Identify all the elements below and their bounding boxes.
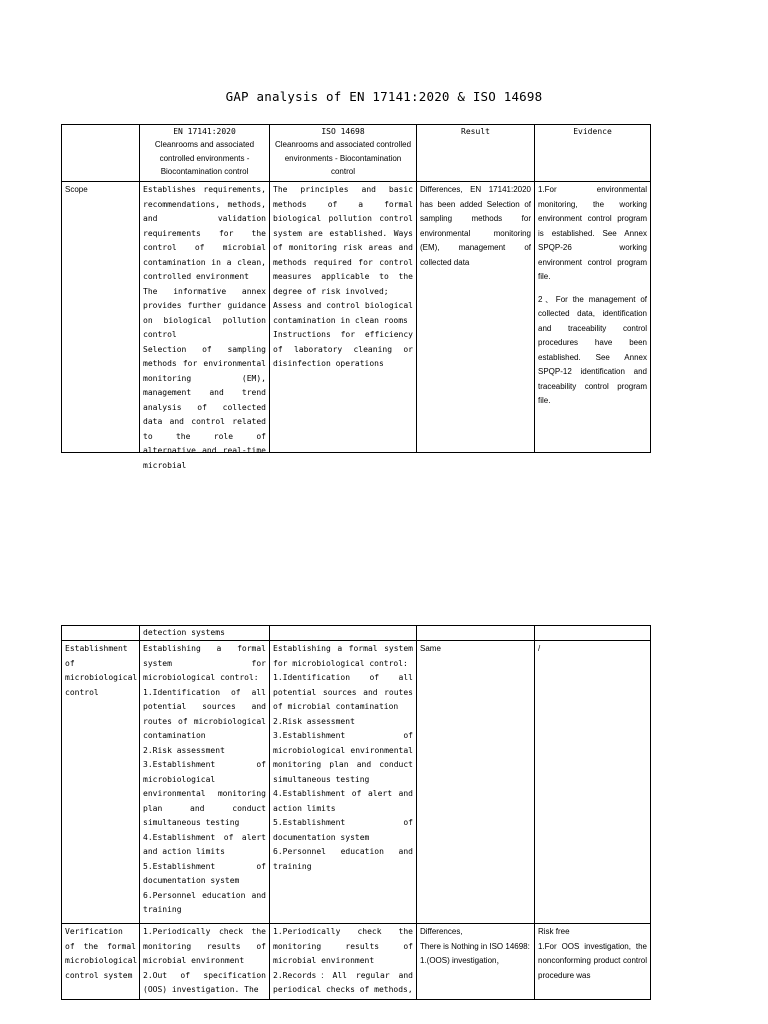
continuation-iso-cell [270, 626, 417, 641]
header-empty-cell [62, 125, 140, 182]
scope-en-cell [140, 182, 270, 470]
establishment-label: Establishment of microbiological control [65, 644, 138, 697]
continuation-row [62, 626, 651, 641]
continuation-en-cell [140, 626, 270, 641]
verification-label-cell [62, 924, 140, 1000]
header-en-cell [140, 125, 270, 182]
scope-label-cell [62, 182, 140, 453]
verification-row [62, 924, 651, 1000]
verification-iso-text: 1.Periodically check the monitoring results of microbial environment 2.Records：All regular and periodical checks of methods, [273, 927, 413, 994]
header-iso-code: ISO 14698 [321, 127, 365, 136]
scope-result-cell [417, 182, 535, 453]
scope-evidence-1: 1.For environmental monitoring, the working environment control program is established. See Annex SPQP-26 working environment control program file. [538, 185, 647, 281]
document-title: GAP analysis of EN 17141:2020 & ISO 14698 [225, 89, 543, 104]
continuation-en-text: detection systems [143, 628, 225, 637]
verification-label: Verification of the formal microbiological control system [65, 927, 138, 980]
verification-iso-cell [270, 924, 417, 1000]
verification-result-text: Differences, There is Nothing in ISO 14698: 1.(OOS) investigation， [420, 927, 530, 965]
establishment-result-text: Same [420, 644, 441, 653]
establishment-iso-text: Establishing a formal system for microbiological control: 1.Identification of all potential sources and routes of microbial contamination 2.Risk assessment 3.Establishment of microbiological environmental monitoring plan and conduct simultaneous testing 4.Establishment of alert and action limits 5.Establishment of documentation system 6.Personnel education and training [273, 644, 413, 871]
continuation-result-cell [417, 626, 535, 641]
header-row [62, 125, 651, 182]
establishment-iso-cell [270, 641, 417, 924]
scope-evidence-2: 2、For the management of collected data, identification and traceability control procedures have been established. See Annex SPQP-12 identification and traceability control program file. [538, 294, 647, 405]
scope-evidence-cell [535, 182, 651, 453]
establishment-en-cell [140, 641, 270, 924]
scope-iso-text: The principles and basic methods of a formal biological pollution control system are established. Ways of monitoring risk areas and methods required for control measures applicable to the degree of risk involved; Assess and control biological contamination in clean rooms Instructions for efficiency of laboratory cleaning or disinfection operations [273, 185, 413, 368]
gap-table-2 [61, 625, 651, 1000]
verification-en-text: 1.Periodically check the monitoring results of microbial environment 2.Out of specification (OOS) investigation. The [143, 927, 266, 994]
establishment-evidence-text: / [538, 644, 541, 653]
verification-evidence-cell [535, 924, 651, 1000]
establishment-result-cell [417, 641, 535, 924]
scope-row [62, 182, 651, 453]
header-en-title: Cleanrooms and associated controlled environments - Biocontamination control [154, 140, 255, 176]
header-evidence-cell [535, 125, 651, 182]
establishment-row [62, 641, 651, 924]
gap-table-1 [61, 124, 651, 470]
header-result-cell [417, 125, 535, 182]
header-evidence: Evidence [573, 127, 612, 136]
scope-result-text: Differences, EN 17141:2020 has been added Selection of sampling methods for environmental monitoring (EM), management of collected data [420, 185, 531, 267]
header-iso-cell [270, 125, 417, 182]
verification-en-cell [140, 924, 270, 1000]
verification-evidence-text: Risk free 1.For OOS investigation, the nonconforming product control procedure was [538, 927, 647, 980]
scope-label: Scope [65, 185, 88, 194]
establishment-en-text: Establishing a formal system for microbiological control: 1.Identification of all potential sources and routes of microbiological contamination 2.Risk assessment 3.Establishment of microbiological environmental monitoring plan and conduct simultaneous testing 4.Establishment of alert and action limits 5.Establishment of documentation system 6.Personnel education and training [143, 644, 266, 914]
scope-en-text: Establishes requirements, recommendations, methods, and validation requirements for the control of microbial contamination in a clean, controlled environment The informative annex provides further guidance on biological pollution control Selection of sampling methods for environmental monitoring (EM), management and trend analysis of collected data and control related to the role of alternative and real-time microbial [143, 185, 266, 470]
scope-iso-cell [270, 182, 417, 453]
header-iso-title: Cleanrooms and associated controlled environments - Biocontamination control [274, 140, 412, 176]
header-result: Result [461, 127, 490, 136]
continuation-evidence-cell [535, 626, 651, 641]
establishment-label-cell [62, 641, 140, 924]
establishment-evidence-cell [535, 641, 651, 924]
verification-result-cell [417, 924, 535, 1000]
header-en-code: EN 17141:2020 [173, 127, 236, 136]
continuation-label-cell [62, 626, 140, 641]
